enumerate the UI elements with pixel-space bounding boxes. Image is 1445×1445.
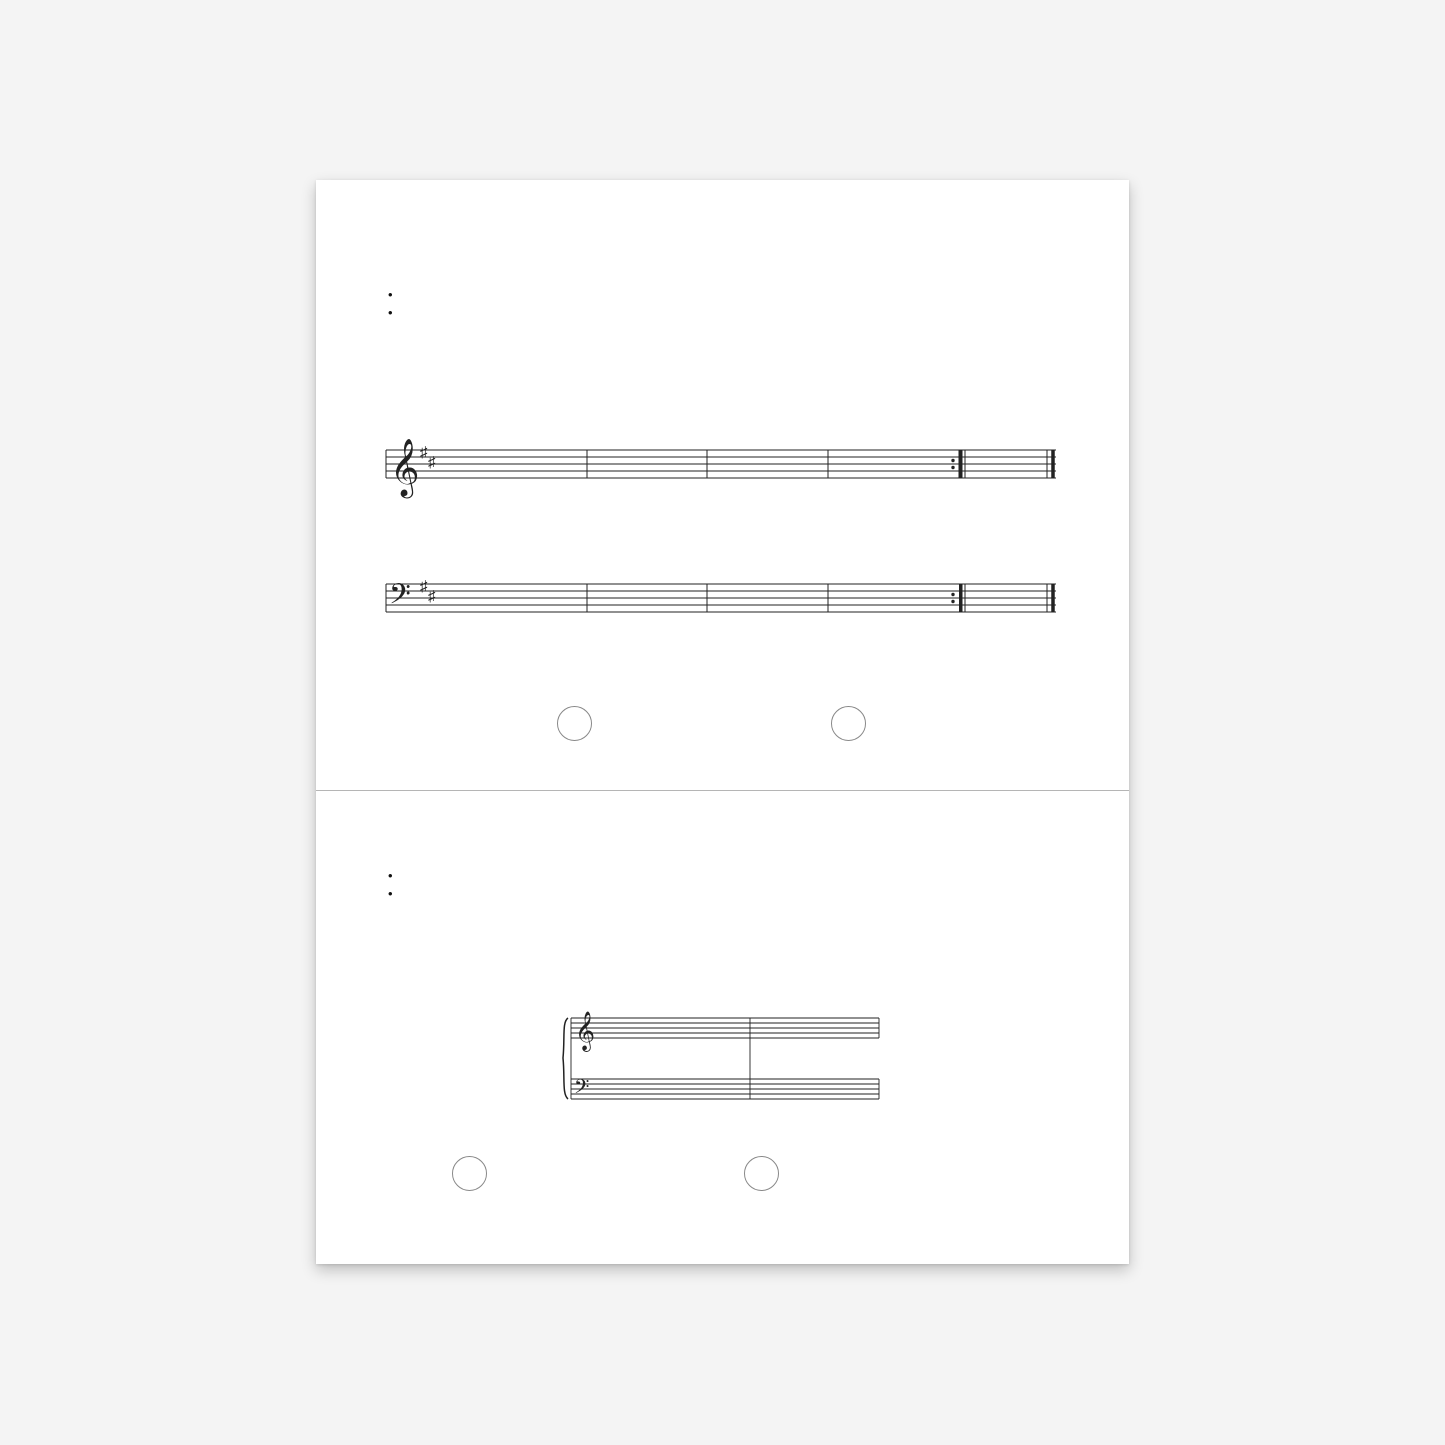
hanon-grand-staff: [561, 992, 891, 1110]
sharp-icon: ♯: [428, 454, 436, 471]
checkbox-circle[interactable]: [557, 706, 592, 741]
bass-clef-icon: 𝄢: [389, 579, 411, 617]
check-lh-arpeggio[interactable]: [831, 706, 880, 741]
arpeggio-instructions: [386, 286, 1046, 304]
hanon-instructions: [386, 867, 1046, 885]
check-hanon-swing[interactable]: [744, 1156, 793, 1191]
lh-arpeggio-staff: [376, 560, 1076, 655]
rh-arpeggio-staff: [376, 405, 1076, 510]
bass-clef-icon: 𝄢: [574, 1076, 590, 1103]
sharp-icon: ♯: [420, 578, 428, 595]
sharp-icon: ♯: [428, 588, 436, 605]
checkbox-circle[interactable]: [831, 706, 866, 741]
book-page: [316, 180, 1129, 1264]
check-rh-arpeggio[interactable]: [557, 706, 606, 741]
treble-clef-icon: 𝄞: [575, 1012, 596, 1050]
checkbox-circle[interactable]: [452, 1156, 487, 1191]
section-divider: [316, 790, 1129, 791]
sharp-icon: ♯: [420, 444, 428, 461]
checkbox-circle[interactable]: [744, 1156, 779, 1191]
check-hanon-written[interactable]: [452, 1156, 501, 1191]
treble-clef-icon: 𝄞: [390, 439, 420, 495]
